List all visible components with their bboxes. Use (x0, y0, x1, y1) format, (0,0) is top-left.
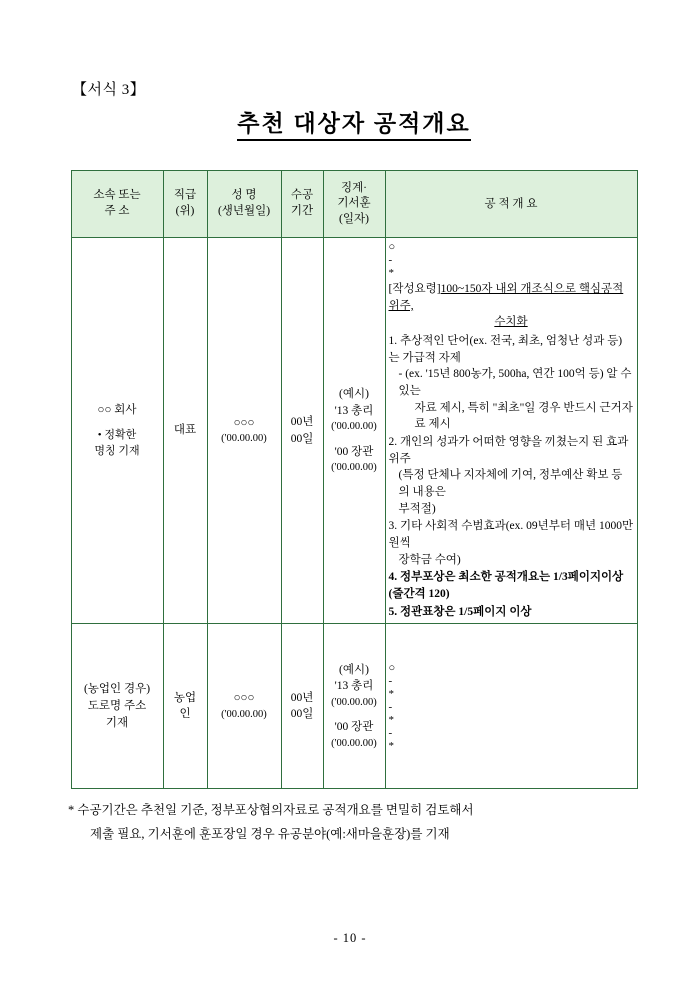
guide-item-1-no: 1. (388, 335, 398, 348)
table-row (71, 624, 637, 789)
cell-period (281, 238, 323, 624)
cell-rank: 대표 (163, 238, 207, 624)
cell-discipline (323, 238, 385, 624)
affiliation-case-label: (농업인 경우) (83, 683, 151, 696)
guide-item-3-text: 기타 사회적 수범효과(ex. 09년부터 매년 1000만원씩 (388, 520, 634, 550)
discipline-example-label: (예시) (339, 663, 369, 676)
page-title-text: 추천 대상자 공적개요 (237, 111, 470, 141)
column-header-name (207, 171, 281, 238)
cell-discipline (323, 624, 385, 789)
guide-item-2-sub2: 부적절) (398, 502, 436, 515)
column-header-period-line1: 수공 (290, 189, 314, 202)
column-header-rank-line2: (위) (175, 205, 195, 217)
guide-item-5-no: 5. (388, 605, 398, 618)
cell-period (281, 624, 323, 789)
cell-name (207, 238, 281, 624)
column-header-rank-line1: 직급 (173, 189, 197, 202)
achievement-mark-dash-3: - (388, 726, 393, 739)
column-header-name-line2: (생년월일) (217, 205, 271, 217)
achievement-mark-star: * (388, 267, 394, 279)
page-number: - 10 - (333, 931, 367, 945)
guide-item-1-text: 추상적인 단어(ex. 전국, 최초, 엄청난 성과 등) 는 가급적 자제 (388, 335, 623, 364)
person-birthdate: ('00.00.00) (221, 709, 267, 721)
person-name: ○○○ (233, 416, 255, 429)
cell-affiliation (71, 238, 163, 624)
achievement-marks (389, 240, 634, 279)
cell-achievement (385, 624, 637, 789)
cell-achievement (385, 238, 637, 624)
page-title (68, 105, 640, 140)
column-header-discipline-line1: 징계· (340, 181, 368, 194)
affiliation-name: ○○ 회사 (97, 403, 137, 416)
guide-item-3-no: 3. (388, 520, 398, 533)
column-header-period-line2: 기간 (290, 205, 314, 217)
achievement-mark-dash-1: - (388, 674, 393, 687)
affiliation-address-note: 기재 (105, 716, 129, 729)
column-header-affiliation (71, 171, 163, 238)
period-days: 00일 (290, 708, 314, 721)
affiliation-note-line1: • 정확한 (97, 428, 137, 441)
achievement-guide-list (389, 333, 634, 620)
period-years: 00년 (290, 416, 314, 429)
discipline-award-2: '00 장관 (334, 721, 374, 734)
achievement-guide-label: [작성요령] (388, 283, 441, 295)
column-header-discipline-line2: 기서훈 (337, 197, 371, 210)
cell-affiliation (71, 624, 163, 789)
footnote-line1: * 수공기간은 추천일 기준, 정부포상협의자료로 공적개요를 면밀히 검토해서 (68, 803, 474, 818)
achievement-mark-circle: ○ (388, 241, 396, 253)
achievement-mark-circle: ○ (388, 661, 396, 674)
guide-item-2-sub1: (특정 단체나 지자체에 기여, 정부예산 확보 등의 내용은 (398, 469, 623, 499)
guide-item-4-text: 정부포상은 최소한 공적개요는 1/3페이지이상 (줄간격 120) (388, 571, 624, 601)
column-header-discipline-line3: (일자) (339, 212, 369, 225)
column-header-achievement: 공 적 개 요 (385, 171, 637, 238)
discipline-example-label: (예시) (339, 387, 369, 400)
column-header-affiliation-line1: 소속 또는 (93, 189, 141, 202)
rank-line2: 인 (179, 708, 191, 721)
column-header-rank (163, 171, 207, 238)
guide-item-1 (389, 333, 634, 433)
affiliation-note-line2: 명칭 기재 (94, 444, 140, 457)
rank-line1: 농업 (173, 691, 197, 704)
achievement-guide-underline: 100~150자 내외 개조식으로 핵심공적 위주, (388, 283, 624, 312)
recommendation-table (71, 170, 638, 789)
person-birthdate: ('00.00.00) (221, 433, 267, 445)
discipline-date-2: ('00.00.00) (331, 737, 377, 749)
column-header-name-line1: 성 명 (231, 189, 257, 202)
achievement-mark-star-3: * (388, 739, 394, 752)
achievement-guide-intro2 (389, 314, 634, 331)
achievement-mark-star-2: * (388, 713, 394, 726)
guide-item-2-text: 개인의 성과가 어떠한 영향을 끼쳤는지 된 효과 위주 (388, 436, 629, 465)
column-header-affiliation-line2: 주 소 (104, 205, 130, 217)
achievement-mark-dash: - (388, 254, 393, 266)
achievement-guide-underline2: 수치화 (494, 316, 528, 329)
discipline-date-1: ('00.00.00) (331, 421, 377, 433)
discipline-award-1: '13 총리 (334, 404, 374, 417)
guide-item-4 (389, 569, 634, 602)
achievement-mark-star-1: * (388, 687, 394, 700)
achievement-mark-dash-2: - (388, 700, 393, 713)
affiliation-address-line: 도로명 주소 (87, 700, 147, 713)
discipline-date-2: ('00.00.00) (331, 462, 377, 474)
cell-rank (163, 624, 207, 789)
column-header-period (281, 171, 323, 238)
cell-name (207, 624, 281, 789)
achievement-marks (389, 661, 634, 752)
column-header-discipline (323, 171, 385, 238)
guide-item-3 (389, 518, 634, 568)
guide-item-3-sub1: 장학금 수여) (398, 553, 461, 566)
footnote (68, 799, 648, 847)
discipline-award-2: '00 장관 (334, 445, 374, 458)
table-header (71, 171, 637, 238)
guide-item-1-sub1: - (ex. '15년 800농가, 500ha, 연간 100억 등) 알 수 있는 (398, 368, 632, 398)
period-days: 00일 (290, 432, 314, 445)
guide-item-4-no: 4. (388, 571, 398, 584)
person-name: ○○○ (233, 692, 255, 705)
guide-item-2-no: 2. (388, 436, 398, 449)
table-header-row (71, 171, 637, 238)
form-tag: 【서식 3】 (72, 82, 146, 98)
guide-item-5-text: 정관표창은 1/5페이지 이상 (400, 605, 532, 618)
footnote-line2: 제출 필요, 기서훈에 훈포장일 경우 유공분야(예:새마을훈장)를 기재 (90, 827, 450, 842)
table-row (71, 238, 637, 624)
guide-item-2 (389, 434, 634, 517)
guide-item-5 (389, 604, 634, 621)
achievement-guide-intro (389, 281, 634, 314)
period-years: 00년 (290, 691, 314, 704)
table-body (71, 238, 637, 789)
discipline-award-1: '13 총리 (334, 680, 374, 693)
discipline-date-1: ('00.00.00) (331, 697, 377, 709)
guide-item-1-sub2: 자료 제시, 특히 "최초"일 경우 반드시 근거자료 제시 (414, 401, 633, 431)
